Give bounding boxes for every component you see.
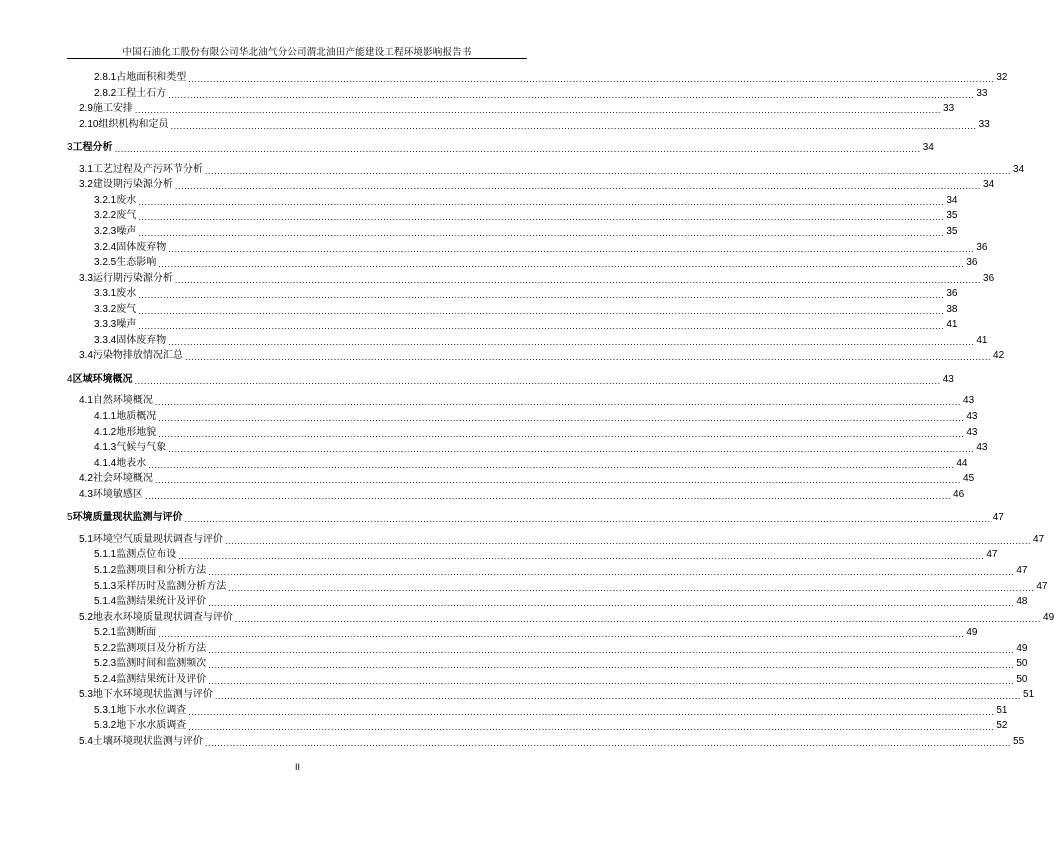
toc-entry-title: 监测时间和监测频次: [116, 658, 207, 670]
toc-entry[interactable]: [67, 472, 975, 486]
toc-entry-title: 区域环境概况: [72, 373, 133, 385]
toc-entry-page: 43: [966, 426, 978, 438]
toc-entry-title: 采样历时及监测分析方法: [116, 580, 227, 592]
toc-entry[interactable]: [67, 209, 958, 223]
toc-entry-number: 3.3.1: [94, 288, 117, 300]
toc-entry-number: 5.3.2: [94, 720, 117, 732]
toc-entry-number: 4.1: [79, 395, 93, 407]
toc-entry-title: 组织机构和定员: [98, 118, 169, 130]
toc-entry-page: 50: [1016, 673, 1028, 685]
toc-entry[interactable]: [67, 580, 1048, 593]
toc-entry-title: 地下水水质调查: [116, 720, 187, 732]
toc-entry[interactable]: [67, 87, 988, 100]
toc-entry[interactable]: [67, 256, 978, 270]
toc-entry-title: 废水: [116, 194, 137, 206]
toc-entry-number: 5.2: [79, 611, 93, 623]
toc-entry-page: 41: [976, 334, 988, 346]
toc-entry-page: 49: [1043, 611, 1054, 623]
toc-entry-page: 49: [1016, 642, 1028, 654]
toc-entry-page: 34: [946, 194, 958, 206]
toc-entry-number: 3.3: [79, 272, 93, 284]
toc-dot-leader: ....................................................................................................................................................................................................................................................................: [138, 305, 945, 316]
toc-entry-number: 3.1: [79, 163, 93, 175]
toc-entry-number: 3.2.4: [94, 241, 117, 253]
toc-entry[interactable]: [67, 102, 955, 116]
toc-entry[interactable]: [67, 303, 958, 316]
toc-entry[interactable]: [67, 457, 968, 470]
toc-entry-title: 地下水环境现状监测与评价: [92, 689, 213, 701]
toc-entry-title: 施工安排: [92, 103, 133, 115]
toc-entry-title: 工艺过程及产污环节分析: [92, 163, 203, 175]
toc-entry-number: 3.2.5: [94, 257, 117, 269]
toc-entry-number: 5: [67, 512, 73, 524]
toc-entry-page: 43: [963, 395, 975, 407]
toc-dot-leader: ....................................................................................................................................................................................................................................................................: [138, 227, 945, 238]
toc-entry-page: 33: [978, 118, 990, 130]
toc-entry-page: 51: [996, 704, 1008, 716]
toc-entry-number: 5.1.3: [94, 580, 117, 592]
toc-entry[interactable]: [67, 241, 988, 254]
toc-entry[interactable]: [67, 163, 1025, 176]
toc-entry-page: 44: [956, 457, 968, 469]
toc-entry[interactable]: [67, 272, 995, 285]
toc-entry-page: 36: [983, 272, 995, 284]
toc-entry-title: 噪声: [116, 319, 137, 331]
toc-entry-page: 38: [946, 303, 958, 315]
toc-entry-number: 4.1.4: [94, 457, 117, 469]
toc-entry-number: 4.1.2: [94, 426, 117, 438]
toc-entry-title: 监测结果统计及评价: [116, 596, 207, 608]
toc-entry[interactable]: [67, 704, 1008, 717]
toc-entry-page: 34: [922, 142, 934, 154]
toc-entry[interactable]: [67, 426, 978, 439]
toc-entry-page: 36: [966, 257, 978, 269]
toc-entry-number: 3.2: [79, 179, 93, 191]
toc-dot-leader: ....................................................................................................................................................................................................................................................................: [188, 74, 995, 84]
toc-entry-number: 5.2.3: [94, 658, 117, 670]
toc-entry-page: 35: [946, 225, 958, 237]
toc-dot-leader: ....................................................................................................................................................................................................................................................................: [184, 514, 991, 525]
toc-entry[interactable]: [67, 178, 995, 192]
toc-entry-page: 47: [1033, 533, 1045, 545]
toc-dot-leader: ....................................................................................................................................................................................................................................................................: [158, 259, 965, 270]
toc-dot-leader: ....................................................................................................................................................................................................................................................................: [208, 566, 1015, 577]
toc-dot-leader: ....................................................................................................................................................................................................................................................................: [224, 535, 1032, 546]
toc-entry-number: 5.2.4: [94, 673, 117, 685]
toc-dot-leader: ....................................................................................................................................................................................................................................................................: [228, 582, 1035, 593]
toc-entry-number: 2.9: [79, 103, 93, 115]
toc-dot-leader: ....................................................................................................................................................................................................................................................................: [134, 105, 942, 116]
toc-dot-leader: ....................................................................................................................................................................................................................................................................: [144, 490, 952, 501]
toc-entry-number: 3.2.3: [94, 225, 117, 237]
toc-entry-number: 5.1.1: [94, 549, 117, 561]
toc-entry-page: 41: [946, 319, 958, 331]
toc-entry-page: 51: [1023, 689, 1035, 701]
toc-dot-leader: ....................................................................................................................................................................................................................................................................: [158, 413, 965, 423]
page-number: II: [294, 762, 300, 772]
toc-entry-page: 33: [976, 87, 988, 99]
toc-entry-number: 4.2: [79, 473, 93, 485]
toc-dot-leader: ....................................................................................................................................................................................................................................................................: [204, 738, 1012, 748]
toc-dot-leader: ....................................................................................................................................................................................................................................................................: [134, 375, 941, 386]
toc-entry-number: 4: [67, 373, 73, 385]
toc-entry[interactable]: [67, 410, 978, 423]
toc-entry[interactable]: [67, 318, 958, 332]
toc-entry[interactable]: [67, 657, 1028, 671]
toc-entry-page: 50: [1016, 658, 1028, 670]
toc-entry-title: 环境敏感区: [92, 488, 143, 500]
toc-entry-page: 52: [996, 720, 1008, 732]
toc-entry-page: 43: [966, 411, 978, 422]
toc-entry-title: 建设期污染源分析: [92, 179, 173, 191]
toc-entry-title: 环境质量现状监测与评价: [72, 512, 183, 524]
toc-entry-title: 噪声: [116, 225, 137, 237]
toc-entry-number: 5.1.4: [94, 596, 117, 608]
toc-entry-title: 废水: [116, 288, 137, 300]
toc-dot-leader: ....................................................................................................................................................................................................................................................................: [168, 89, 975, 100]
toc-dot-leader: ....................................................................................................................................................................................................................................................................: [154, 475, 962, 486]
toc-entry-page: 47: [1036, 580, 1048, 592]
toc-entry-page: 43: [976, 442, 988, 454]
toc-entry-title: 社会环境概况: [92, 473, 153, 485]
toc-entry[interactable]: [67, 488, 965, 501]
toc-entry-number: 5.3.1: [94, 704, 117, 716]
toc-entry[interactable]: [67, 373, 954, 386]
toc-entry-number: 3.2.2: [94, 210, 117, 222]
toc-entry-page: 36: [946, 288, 958, 300]
toc-entry[interactable]: [67, 626, 978, 640]
toc-dot-leader: ....................................................................................................................................................................................................................................................................: [158, 629, 965, 640]
toc-entry-number: 5.2.1: [94, 627, 117, 639]
toc-dot-leader: ....................................................................................................................................................................................................................................................................: [168, 444, 975, 455]
toc-entry-title: 工程土石方: [116, 87, 167, 99]
toc-entry-title: 地质概况: [116, 411, 157, 422]
toc-entry-page: 32: [996, 72, 1008, 83]
toc-entry-number: 5.1.2: [94, 564, 117, 576]
toc-entry-title: 监测项目和分析方法: [116, 564, 207, 576]
toc-entry-page: 55: [1013, 736, 1025, 747]
toc-entry-title: 监测结果统计及评价: [116, 673, 207, 685]
toc-entry-page: 36: [976, 241, 988, 253]
toc-dot-leader: ....................................................................................................................................................................................................................................................................: [214, 691, 1022, 702]
toc-entry-page: 42: [993, 350, 1005, 362]
toc-entry-number: 3.3.3: [94, 319, 117, 331]
toc-entry[interactable]: [67, 642, 1028, 655]
toc-entry-title: 监测项目及分析方法: [116, 642, 207, 654]
toc-dot-leader: ....................................................................................................................................................................................................................................................................: [178, 551, 985, 562]
toc-entry-number: 2.8.2: [94, 87, 117, 99]
toc-entry-title: 废气: [116, 210, 137, 222]
toc-entry-page: 33: [943, 103, 955, 115]
toc-dot-leader: ....................................................................................................................................................................................................................................................................: [184, 352, 992, 363]
toc-dot-leader: ....................................................................................................................................................................................................................................................................: [138, 212, 945, 223]
toc-entry-title: 地下水水位调查: [116, 704, 187, 716]
toc-dot-leader: ....................................................................................................................................................................................................................................................................: [170, 120, 977, 131]
toc-entry-number: 4.3: [79, 488, 93, 500]
toc-entry-number: 4.1.3: [94, 442, 117, 454]
toc-entry[interactable]: [67, 287, 958, 301]
toc-entry-page: 47: [986, 549, 998, 561]
toc-entry-title: 固体废弃物: [116, 334, 167, 346]
toc-entry-page: 34: [1013, 163, 1025, 175]
toc-dot-leader: ....................................................................................................................................................................................................................................................................: [174, 181, 982, 192]
toc-entry[interactable]: [67, 719, 1008, 733]
toc-entry-page: 48: [1016, 596, 1028, 608]
toc-entry[interactable]: [67, 441, 988, 455]
toc-entry-title: 地表水: [116, 457, 147, 469]
toc-entry[interactable]: [67, 673, 1028, 686]
toc-entry-title: 气候与气象: [116, 442, 167, 454]
toc-entry[interactable]: [67, 511, 1004, 525]
toc-dot-leader: ....................................................................................................................................................................................................................................................................: [138, 321, 945, 332]
toc-entry-page: 46: [953, 488, 965, 500]
toc-entry[interactable]: [67, 71, 1008, 84]
toc-dot-leader: ....................................................................................................................................................................................................................................................................: [234, 613, 1042, 624]
toc-entry-number: 3.3.4: [94, 334, 117, 346]
toc-entry-page: 47: [992, 512, 1004, 524]
toc-entry-number: 2.8.1: [94, 72, 117, 83]
toc-entry-title: 生态影响: [116, 257, 157, 269]
toc-entry[interactable]: [67, 118, 990, 131]
toc-entry-title: 监测点位布设: [116, 549, 177, 561]
toc-entry-page: 34: [983, 179, 995, 191]
toc-entry-title: 地形地貌: [116, 426, 157, 438]
toc-entry-number: 4.1.1: [94, 411, 117, 422]
page-header: 中国石油化工股份有限公司华北油气分公司渭北油田产能建设工程环境影响报告书: [122, 47, 472, 58]
toc-entry-title: 固体废弃物: [116, 241, 167, 253]
toc-entry-page: 43: [942, 373, 954, 385]
toc-dot-leader: ....................................................................................................................................................................................................................................................................: [148, 459, 955, 470]
toc-entry-number: 2.10: [79, 118, 99, 130]
toc-entry-title: 自然环境概况: [92, 395, 153, 407]
toc-entry-page: 35: [946, 210, 958, 222]
toc-entry[interactable]: [67, 394, 975, 408]
toc-entry-title: 监测断面: [116, 627, 157, 639]
toc-entry[interactable]: [67, 141, 934, 155]
toc-dot-leader: ....................................................................................................................................................................................................................................................................: [168, 336, 975, 347]
toc-entry[interactable]: [67, 349, 1005, 363]
toc-entry-number: 3.3.2: [94, 303, 117, 315]
toc-entry[interactable]: [67, 735, 1025, 748]
toc-dot-leader: ....................................................................................................................................................................................................................................................................: [188, 722, 995, 733]
toc-entry[interactable]: [67, 194, 958, 207]
toc-entry[interactable]: [67, 611, 1054, 624]
toc-entry-title: 污染物排放情况汇总: [92, 350, 183, 362]
toc-entry-number: 5.4: [79, 736, 93, 747]
toc-entry-page: 45: [963, 473, 975, 485]
toc-entry-number: 5.3: [79, 689, 93, 701]
toc-entry[interactable]: [67, 334, 988, 347]
toc-entry-title: 环境空气质量现状调查与评价: [92, 533, 223, 545]
toc-entry-number: 3.4: [79, 350, 93, 362]
toc-dot-leader: ....................................................................................................................................................................................................................................................................: [208, 598, 1015, 609]
toc-dot-leader: ....................................................................................................................................................................................................................................................................: [208, 675, 1015, 686]
toc-entry-title: 地表水环境质量现状调查与评价: [92, 611, 233, 623]
toc-entry-page: 47: [1016, 564, 1028, 576]
toc-dot-leader: ....................................................................................................................................................................................................................................................................: [138, 290, 945, 301]
toc-dot-leader: ....................................................................................................................................................................................................................................................................: [208, 660, 1015, 671]
toc-dot-leader: ....................................................................................................................................................................................................................................................................: [138, 196, 945, 207]
toc-dot-leader: ....................................................................................................................................................................................................................................................................: [158, 428, 965, 439]
toc-entry[interactable]: [67, 564, 1028, 577]
toc-dot-leader: ....................................................................................................................................................................................................................................................................: [154, 397, 962, 408]
toc-entry-title: 工程分析: [72, 142, 113, 154]
toc-dot-leader: ....................................................................................................................................................................................................................................................................: [188, 706, 995, 717]
toc-dot-leader: ....................................................................................................................................................................................................................................................................: [114, 144, 921, 155]
toc-dot-leader: ....................................................................................................................................................................................................................................................................: [204, 165, 1012, 176]
toc-entry-number: 5.2.2: [94, 642, 117, 654]
toc-entry-number: 5.1: [79, 533, 93, 545]
toc-entry-number: 3: [67, 142, 73, 154]
toc-entry-number: 3.2.1: [94, 194, 117, 206]
toc-entry-title: 废气: [116, 303, 137, 315]
toc-entry[interactable]: [67, 595, 1028, 609]
toc-entry[interactable]: [67, 225, 958, 238]
toc-dot-leader: ....................................................................................................................................................................................................................................................................: [208, 644, 1015, 655]
toc-dot-leader: ....................................................................................................................................................................................................................................................................: [174, 274, 982, 285]
toc-entry-page: 49: [966, 627, 978, 639]
header-divider: [67, 58, 527, 59]
toc-entry-title: 占地面积和类型: [116, 72, 187, 83]
toc-entry-title: 土壤环境现状监测与评价: [92, 736, 203, 747]
toc-entry[interactable]: [67, 688, 1035, 702]
toc-dot-leader: ....................................................................................................................................................................................................................................................................: [168, 243, 975, 254]
toc-entry-title: 运行期污染源分析: [92, 272, 173, 284]
toc-entry[interactable]: [67, 548, 998, 562]
toc-entry[interactable]: [67, 533, 1045, 546]
